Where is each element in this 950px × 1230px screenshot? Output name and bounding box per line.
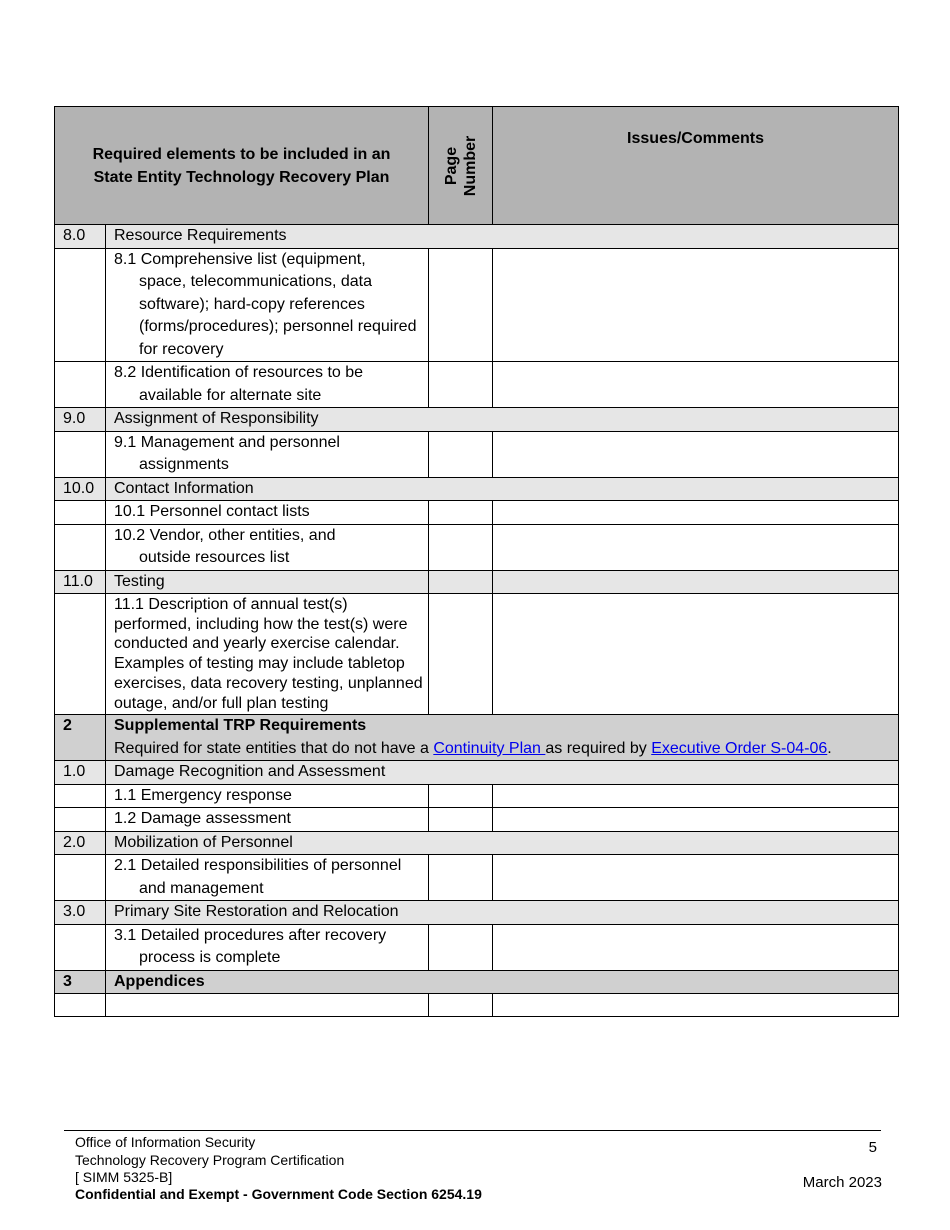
number-cell: [55, 524, 106, 570]
appendices-section-row: [55, 970, 899, 994]
page-number-cell[interactable]: [429, 784, 493, 808]
requirement-text-cont: process is complete: [139, 949, 281, 967]
section-row: [55, 901, 899, 925]
section-number: 9.0: [55, 408, 106, 432]
requirement-text: 1.2 Damage assessment: [114, 810, 291, 828]
requirement-text: 10.1 Personnel contact lists: [114, 503, 310, 520]
requirement-cell: [106, 501, 429, 525]
header-required-elements: [55, 107, 429, 225]
comments-cell[interactable]: [493, 924, 899, 970]
requirement-text: 3.1 Detailed procedures after recovery: [114, 926, 387, 944]
comments-cell[interactable]: [493, 362, 899, 408]
header-required-line1: Required elements to be included in an: [92, 145, 391, 163]
section-title: Resource Requirements: [106, 225, 899, 249]
requirements-table: [54, 106, 899, 1017]
footer-program: Technology Recovery Program Certification: [75, 1152, 345, 1168]
comments-cell[interactable]: [493, 994, 899, 1017]
table-row: [55, 362, 899, 408]
footer-page-number: 5: [868, 1139, 877, 1156]
requirement-cell: [106, 524, 429, 570]
page-number-cell[interactable]: [429, 855, 493, 901]
table-row: [55, 431, 899, 477]
section-number: 2: [55, 715, 106, 761]
comments-cell[interactable]: [493, 431, 899, 477]
section-number: 8.0: [55, 225, 106, 249]
description-text: Required for state entities that do not have a: [114, 739, 434, 757]
supplemental-description: [114, 738, 898, 761]
supplemental-section-row: [55, 715, 899, 761]
requirement-cell: [106, 808, 429, 832]
table-row: [55, 924, 899, 970]
comments-cell[interactable]: [493, 501, 899, 525]
header-required-line2: State Entity Technology Recovery Plan: [93, 168, 390, 186]
description-text: as required by: [545, 739, 652, 757]
footer-confidential: Confidential and Exempt - Government Code Section 6254.19: [75, 1186, 482, 1202]
description-text: .: [827, 739, 832, 757]
section-title: Assignment of Responsibility: [106, 408, 899, 432]
page-number-cell[interactable]: [429, 501, 493, 525]
page-number-cell[interactable]: [429, 594, 493, 715]
section-row: [55, 408, 899, 432]
requirement-cell[interactable]: [106, 994, 429, 1017]
requirement-cell: [106, 784, 429, 808]
header-page-line2: Number: [461, 135, 479, 196]
section-number: 1.0: [55, 761, 106, 785]
comments-cell: [493, 570, 899, 594]
requirement-cell: [106, 431, 429, 477]
requirement-text: 11.1 Description of annual test(s) performed, including how the test(s) were conducted and yearly exercise calendar. Examples of testing may include tabletop exercises, data recovery testing, unplanned outage, and/or full plan testing: [106, 594, 429, 715]
table-header-row: [55, 107, 899, 225]
requirement-cell: [106, 362, 429, 408]
requirement-text-cont: assignments: [139, 456, 229, 473]
comments-cell[interactable]: [493, 594, 899, 715]
section-title: Mobilization of Personnel: [106, 831, 899, 855]
number-cell: [55, 994, 106, 1017]
requirement-text: 9.1 Management and personnel: [114, 433, 340, 451]
continuity-plan-link[interactable]: Continuity Plan: [433, 739, 546, 757]
section-row: [55, 831, 899, 855]
page-number-cell[interactable]: [429, 248, 493, 362]
header-page-line1: Page: [442, 146, 460, 185]
number-cell: [55, 431, 106, 477]
section-number: 2.0: [55, 831, 106, 855]
comments-cell[interactable]: [493, 784, 899, 808]
table-row: [55, 501, 899, 525]
table-row: [55, 594, 899, 715]
number-cell: [55, 248, 106, 362]
section-number: 3.0: [55, 901, 106, 925]
section-number: 10.0: [55, 477, 106, 501]
page-number-cell[interactable]: [429, 994, 493, 1017]
section-title: Contact Information: [106, 477, 899, 501]
comments-cell[interactable]: [493, 248, 899, 362]
section-row: [55, 570, 899, 594]
footer-doc-id: [ SIMM 5325-B]: [75, 1169, 173, 1185]
table-row: [55, 248, 899, 362]
section-number: 11.0: [55, 570, 106, 594]
section-title: Appendices: [106, 970, 899, 994]
table-row: [55, 784, 899, 808]
supplemental-section-cell: [106, 715, 899, 761]
page-number-cell[interactable]: [429, 431, 493, 477]
number-cell: [55, 501, 106, 525]
header-issues-comments: Issues/Comments: [493, 107, 899, 225]
section-number: 3: [55, 970, 106, 994]
requirement-text: 8.2 Identification of resources to be: [114, 364, 364, 381]
table-row: [55, 855, 899, 901]
requirement-text-cont: available for alternate site: [139, 386, 322, 404]
page-number-cell[interactable]: [429, 362, 493, 408]
requirement-cell: [106, 248, 429, 362]
requirement-text: 1.1 Emergency response: [114, 786, 292, 804]
section-title: Primary Site Restoration and Relocation: [106, 901, 899, 925]
executive-order-link[interactable]: Executive Order S-04-06: [651, 739, 828, 757]
requirement-cell: [106, 924, 429, 970]
page-number-cell: [429, 570, 493, 594]
number-cell: [55, 362, 106, 408]
requirement-text-cont: space, telecommunications, data software); hard-copy references (forms/procedures); personnel required for recovery: [139, 273, 417, 358]
requirement-text-cont: and management: [139, 879, 264, 897]
footer-divider: [64, 1130, 881, 1131]
comments-cell[interactable]: [493, 808, 899, 832]
page-number-cell[interactable]: [429, 524, 493, 570]
section-row: [55, 761, 899, 785]
table-row: [55, 808, 899, 832]
requirement-text: 2.1 Detailed responsibilities of personnel: [114, 857, 402, 875]
requirement-cell: [106, 855, 429, 901]
footer-date: March 2023: [802, 1174, 882, 1191]
table-row: [55, 994, 899, 1017]
header-page-number: [429, 107, 493, 225]
section-row: [55, 477, 899, 501]
table-row: [55, 524, 899, 570]
section-title: Supplemental TRP Requirements: [114, 717, 367, 735]
number-cell: [55, 594, 106, 715]
page-number-cell[interactable]: [429, 924, 493, 970]
section-row: [55, 225, 899, 249]
comments-cell[interactable]: [493, 855, 899, 901]
footer-org: Office of Information Security: [75, 1134, 256, 1150]
section-title: Testing: [106, 570, 429, 594]
comments-cell[interactable]: [493, 524, 899, 570]
number-cell: [55, 808, 106, 832]
number-cell: [55, 855, 106, 901]
section-title: Damage Recognition and Assessment: [106, 761, 899, 785]
page-number-cell[interactable]: [429, 808, 493, 832]
number-cell: [55, 924, 106, 970]
requirement-text-cont: outside resources list: [139, 549, 290, 566]
requirement-text: 8.1 Comprehensive list (equipment,: [114, 250, 366, 268]
number-cell: [55, 784, 106, 808]
requirement-text: 10.2 Vendor, other entities, and: [114, 526, 336, 544]
